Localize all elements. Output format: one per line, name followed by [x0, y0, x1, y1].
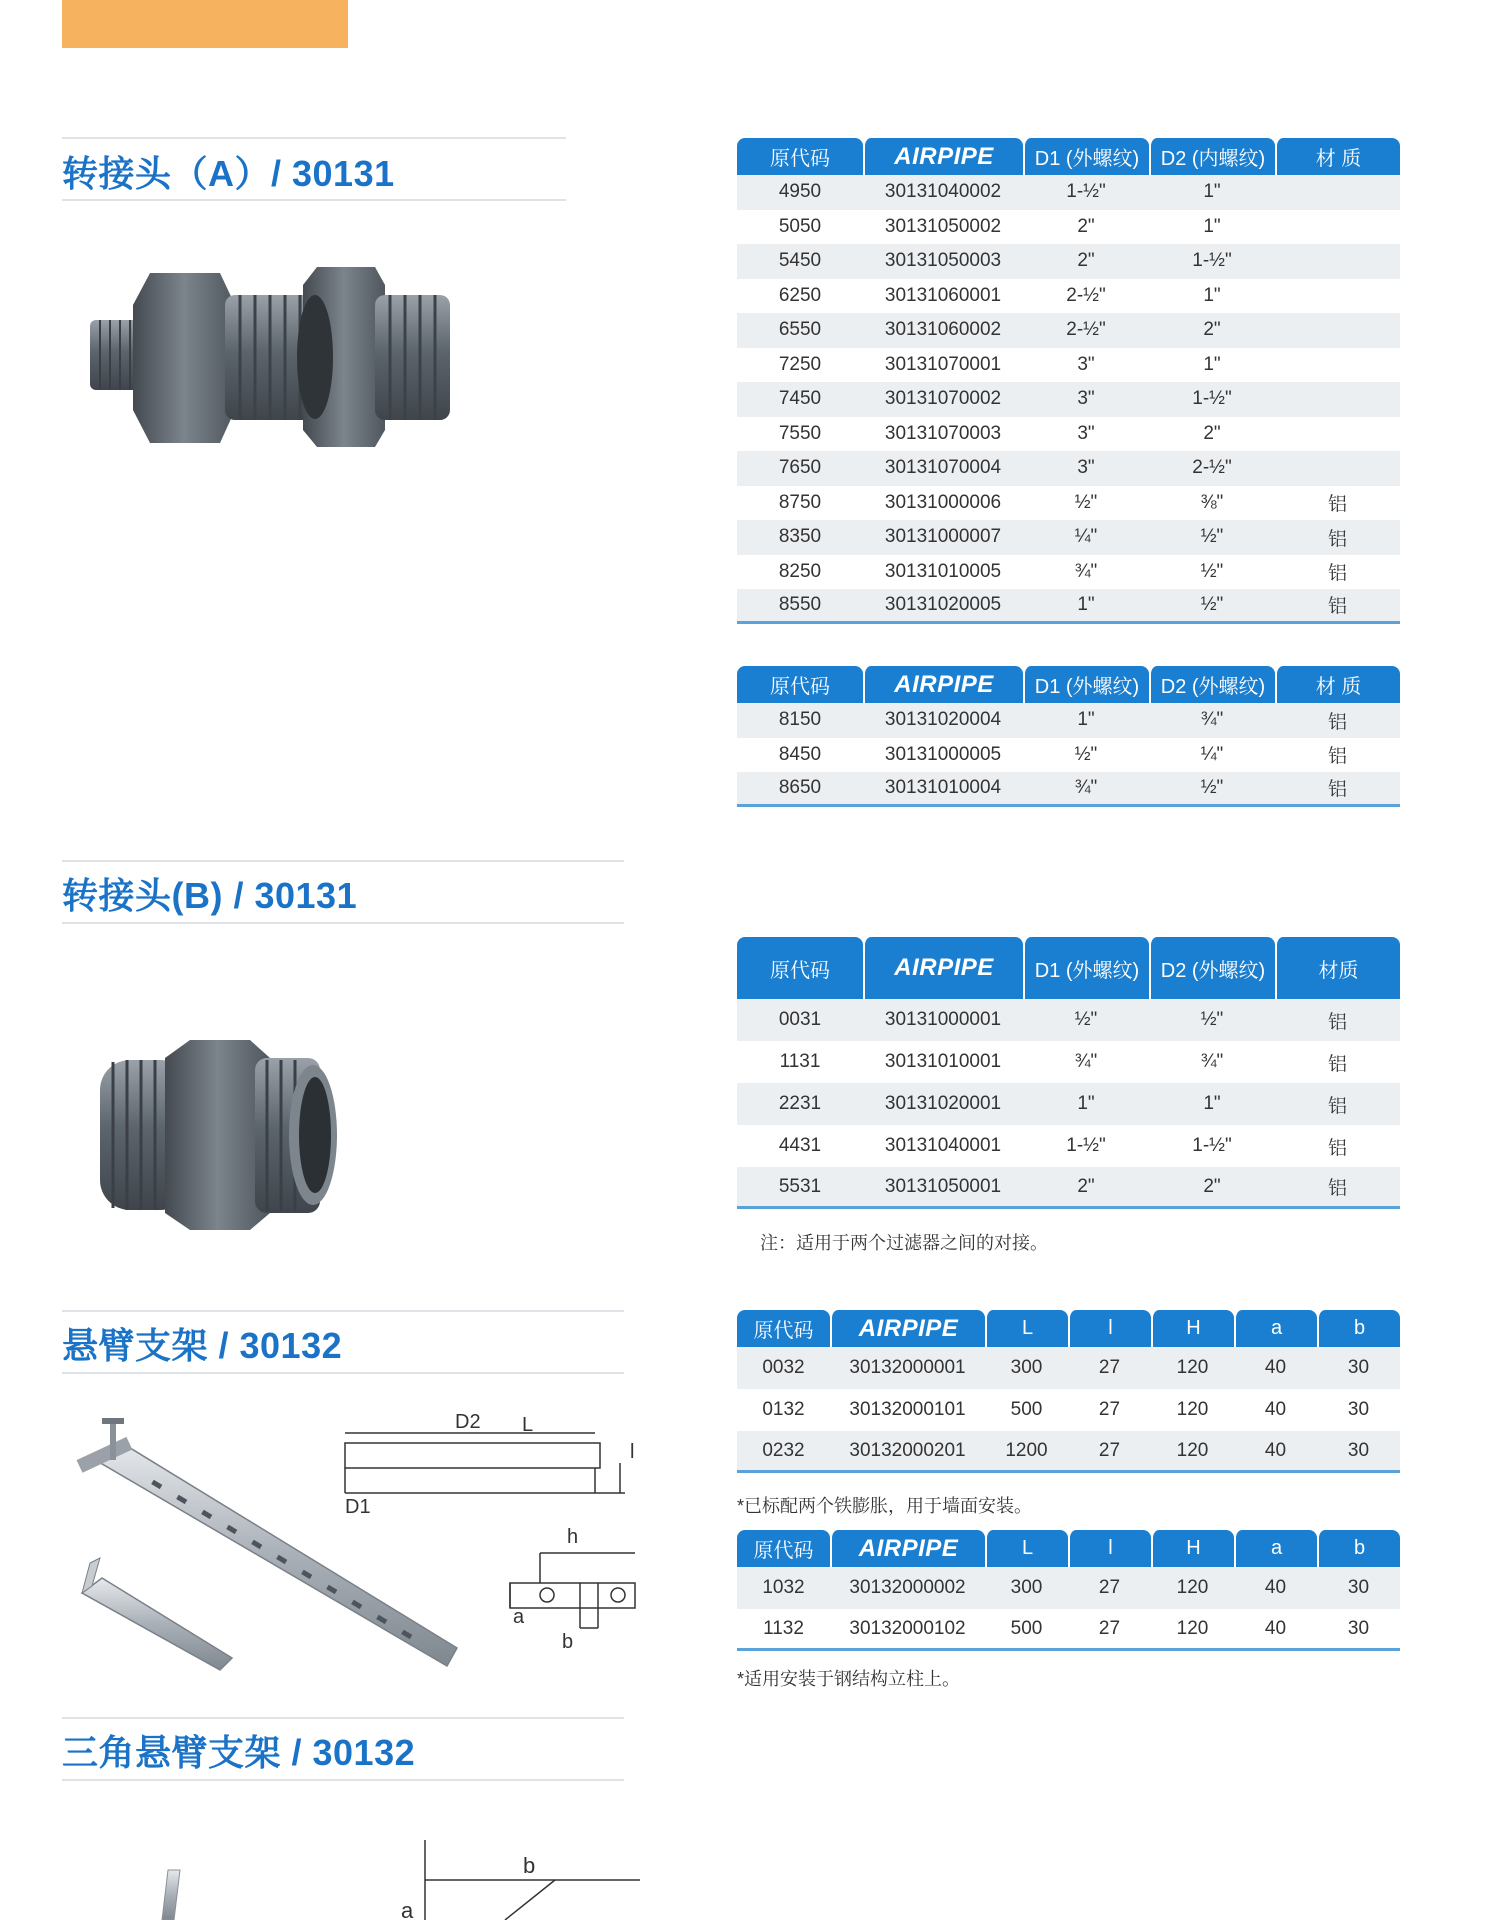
- cell: 8350: [737, 520, 863, 555]
- cell: 铝: [1275, 772, 1400, 807]
- col-header-l-upper: L: [985, 1530, 1068, 1567]
- section-c-rule-bottom: [62, 1372, 624, 1374]
- cell: 500: [985, 1609, 1068, 1651]
- cell: 120: [1151, 1567, 1234, 1609]
- table-cantilever-steel: [737, 1530, 1400, 1651]
- section-b-rule-top: [62, 860, 624, 862]
- cell: 27: [1098, 1399, 1121, 1420]
- cell: 40: [1234, 1609, 1317, 1651]
- table-row: [737, 999, 1400, 1041]
- table-row: [737, 738, 1400, 773]
- cell: 8650: [737, 772, 863, 807]
- cell: [1275, 313, 1400, 348]
- cell: 2": [1023, 1167, 1149, 1209]
- cell: ½": [1023, 999, 1149, 1041]
- table-row: [737, 555, 1400, 590]
- cell: 30131060001: [884, 284, 1002, 306]
- cell: 120: [1151, 1609, 1234, 1651]
- cell: ½": [1074, 743, 1098, 765]
- cell: 30: [1347, 1399, 1370, 1420]
- cell: 30131010004: [863, 772, 1023, 807]
- cell: 30131020004: [863, 703, 1023, 738]
- cell: ¼": [1200, 743, 1224, 765]
- cell: ½": [1149, 520, 1275, 555]
- col-header-b: b: [1317, 1530, 1400, 1567]
- col-header-orig-code: 原代码: [737, 937, 863, 999]
- cell: 8750: [778, 491, 822, 513]
- col-header-d1: D1 (外螺纹): [1023, 666, 1149, 703]
- cell: [1275, 348, 1400, 383]
- cell: 1": [1023, 703, 1149, 738]
- cell: 30132000101: [849, 1399, 966, 1420]
- cell: 5050: [778, 215, 822, 237]
- cell: 6250: [778, 284, 822, 306]
- section-title-triangle-cantilever: 三角悬臂支架 / 30132: [62, 1732, 416, 1773]
- col-header-a: a: [1234, 1530, 1317, 1567]
- cell: 27: [1068, 1431, 1151, 1473]
- col-header-airpipe: AIRPIPE: [830, 1530, 985, 1567]
- section-c-rule-top: [62, 1310, 624, 1312]
- cell: ½": [1149, 589, 1275, 624]
- cell: 1200: [985, 1431, 1068, 1473]
- cell: 30131070003: [884, 422, 1002, 444]
- cell: 30132000001: [830, 1347, 985, 1389]
- cell: 0232: [737, 1431, 830, 1473]
- section-a-rule-bottom: [62, 199, 566, 201]
- label-a: a: [513, 1606, 525, 1628]
- cell: 27: [1068, 1347, 1151, 1389]
- cell: 30131070004: [863, 451, 1023, 486]
- table-row: [737, 348, 1400, 383]
- cell: 铝: [1275, 589, 1400, 624]
- cell: [1275, 451, 1400, 486]
- cell: 2": [1149, 313, 1275, 348]
- cell: [1275, 175, 1400, 210]
- table-row: [737, 589, 1400, 624]
- section-title-cantilever: 悬臂支架 / 30132: [62, 1325, 343, 1366]
- col-header-airpipe: AIRPIPE: [863, 666, 1023, 703]
- cell: [1275, 244, 1400, 279]
- col-header-airpipe: AIRPIPE: [863, 937, 1023, 999]
- top-accent-bar: [62, 0, 348, 48]
- cell: 1": [1149, 175, 1275, 210]
- cell: 30: [1317, 1431, 1400, 1473]
- cell: [1275, 382, 1400, 417]
- table-row: [737, 486, 1400, 521]
- table-row: [737, 520, 1400, 555]
- cell: 2": [1149, 1167, 1275, 1209]
- cell: 2-½": [1149, 451, 1275, 486]
- cell: 30131000005: [884, 743, 1002, 765]
- cell: 1-½": [1066, 1135, 1106, 1156]
- cell: 3": [1077, 422, 1095, 444]
- cell: 30131050001: [863, 1167, 1023, 1209]
- cell: 5450: [737, 244, 863, 279]
- cell: 铝: [1275, 703, 1400, 738]
- table-row: [737, 1041, 1400, 1083]
- col-header-d2: D2 (外螺纹): [1149, 666, 1275, 703]
- col-header-l-lower: l: [1068, 1530, 1151, 1567]
- cell: 120: [1176, 1399, 1209, 1420]
- cell: 2": [1023, 244, 1149, 279]
- col-header-material: 材质: [1275, 937, 1400, 999]
- cell: 0031: [737, 999, 863, 1041]
- cell: 30132000002: [830, 1567, 985, 1609]
- col-header-material: 材 质: [1275, 138, 1400, 175]
- cell: 3": [1023, 451, 1149, 486]
- cell: 30131000006: [884, 491, 1002, 513]
- label-a: a: [401, 1898, 414, 1920]
- cell: 0032: [737, 1347, 830, 1389]
- col-header-d2: D2 (外螺纹): [1149, 937, 1275, 999]
- label-d1: D1: [345, 1496, 371, 1518]
- table-adapter-a-external: [737, 666, 1400, 807]
- table-row: [737, 244, 1400, 279]
- cell: ¾": [1074, 560, 1098, 582]
- cell: 1131: [779, 1051, 821, 1072]
- cell: 40: [1234, 1431, 1317, 1473]
- table-row: [737, 210, 1400, 245]
- table-row: [737, 1125, 1400, 1167]
- cell: 5531: [737, 1167, 863, 1209]
- col-header-b: b: [1317, 1310, 1400, 1347]
- cell: 7450: [737, 382, 863, 417]
- col-header-h: H: [1151, 1310, 1234, 1347]
- col-header-orig-code: 原代码: [737, 1310, 830, 1347]
- cell: 2": [1203, 422, 1221, 444]
- cell: 1": [1023, 1083, 1149, 1125]
- table-adapter-b: [737, 937, 1400, 1209]
- cell: 1": [1149, 1083, 1275, 1125]
- cell: ¾": [1200, 1051, 1224, 1072]
- label-l-lower: l: [630, 1441, 635, 1463]
- cell: 300: [985, 1347, 1068, 1389]
- cell: 27: [1068, 1567, 1151, 1609]
- cell: 铝: [1275, 1167, 1400, 1209]
- table-row: [737, 1347, 1400, 1389]
- cell: 铝: [1327, 563, 1347, 585]
- table-row: [737, 703, 1400, 738]
- col-header-airpipe: AIRPIPE: [863, 138, 1023, 175]
- cell: [1275, 210, 1400, 245]
- triangle-bracket-photo: [140, 1868, 200, 1920]
- cell: 40: [1234, 1567, 1317, 1609]
- table-row: [737, 1167, 1400, 1209]
- cell: ¾": [1074, 1051, 1098, 1072]
- cell: 铝: [1327, 746, 1347, 768]
- cell: 2-½": [1066, 284, 1106, 306]
- table-adapter-a-internal: [737, 138, 1400, 624]
- cell: 8550: [737, 589, 863, 624]
- section-d-rule-top: [62, 1717, 624, 1719]
- cell: 40: [1234, 1347, 1317, 1389]
- table-row: [737, 1431, 1400, 1473]
- cell: 6550: [737, 313, 863, 348]
- cell: 30131050003: [863, 244, 1023, 279]
- cell: 1-½": [1192, 1135, 1232, 1156]
- cell: ½": [1200, 560, 1224, 582]
- cell: 铝: [1275, 520, 1400, 555]
- section-title-adapter-a: 转接头（A）/ 30131: [62, 153, 395, 194]
- col-header-orig-code: 原代码: [737, 1530, 830, 1567]
- table-row: [737, 279, 1400, 314]
- cell: 30131040001: [884, 1135, 1002, 1156]
- cell: 30131000007: [863, 520, 1023, 555]
- section-title-adapter-b: 转接头(B) / 30131: [62, 875, 358, 916]
- label-d2: D2: [455, 1411, 481, 1433]
- cell: 1": [1203, 284, 1221, 306]
- cell: [1275, 279, 1400, 314]
- adapter-a-photo: [85, 265, 455, 450]
- section-d-rule-bottom: [62, 1779, 624, 1781]
- table-row: [737, 1389, 1400, 1431]
- table-row: [737, 382, 1400, 417]
- cell: 30131000001: [863, 999, 1023, 1041]
- cell: 30131020001: [863, 1083, 1023, 1125]
- table-row: [737, 1083, 1400, 1125]
- cell: 铝: [1275, 1083, 1400, 1125]
- cell: 30131060002: [863, 313, 1023, 348]
- cell: 7650: [737, 451, 863, 486]
- cell: 1-½": [1023, 175, 1149, 210]
- cell: ⅜": [1200, 491, 1224, 513]
- col-header-a: a: [1234, 1310, 1317, 1347]
- table-row: [737, 772, 1400, 807]
- note-adapter-b: 注：适用于两个过滤器之间的对接。: [760, 1233, 1048, 1253]
- cell: 30131070002: [863, 382, 1023, 417]
- table-cantilever-wall: [737, 1310, 1400, 1473]
- cell: 30132000201: [830, 1431, 985, 1473]
- cell: 3": [1023, 382, 1149, 417]
- cell: 30: [1317, 1567, 1400, 1609]
- cell: 铝: [1327, 1137, 1347, 1159]
- section-b-rule-bottom: [62, 922, 624, 924]
- cell: 30: [1317, 1347, 1400, 1389]
- cell: 8150: [737, 703, 863, 738]
- col-header-l-upper: L: [985, 1310, 1068, 1347]
- cell: 30131020005: [863, 589, 1023, 624]
- col-header-d1: D1 (外螺纹): [1023, 138, 1149, 175]
- cell: 铝: [1327, 1053, 1347, 1075]
- note-cantilever-steel: *适用安装于钢结构立柱上。: [737, 1669, 961, 1689]
- cell: 铝: [1327, 494, 1347, 516]
- cell: 1-½": [1149, 244, 1275, 279]
- cell: 30131050002: [884, 215, 1002, 237]
- cell: 30131070001: [884, 353, 1002, 375]
- label-l-upper: L: [522, 1414, 534, 1436]
- col-header-d2: D2 (内螺纹): [1149, 138, 1275, 175]
- cell: ¼": [1023, 520, 1149, 555]
- cell: 4431: [778, 1135, 822, 1156]
- cell: 1": [1203, 215, 1221, 237]
- cell: 3": [1077, 353, 1095, 375]
- cell: 1032: [737, 1567, 830, 1609]
- col-header-airpipe: AIRPIPE: [830, 1310, 985, 1347]
- label-b: b: [562, 1631, 574, 1653]
- cell: ½": [1149, 999, 1275, 1041]
- col-header-material: 材 质: [1275, 666, 1400, 703]
- table-row: [737, 1567, 1400, 1609]
- cell: 1": [1203, 353, 1221, 375]
- cell: 1": [1023, 589, 1149, 624]
- cell: 40: [1264, 1399, 1287, 1420]
- cell: 30132000102: [830, 1609, 985, 1651]
- cell: 2": [1077, 215, 1095, 237]
- cell: 120: [1151, 1347, 1234, 1389]
- cell: ½": [1074, 491, 1098, 513]
- cell: 7250: [778, 353, 822, 375]
- cell: ¾": [1023, 772, 1149, 807]
- cell: 1-½": [1149, 382, 1275, 417]
- cell: ¾": [1149, 703, 1275, 738]
- cell: 30: [1317, 1609, 1400, 1651]
- cell: 2231: [737, 1083, 863, 1125]
- cell: 1132: [737, 1609, 830, 1651]
- label-h: h: [567, 1526, 579, 1548]
- cell: 300: [985, 1567, 1068, 1609]
- cell: 2-½": [1023, 313, 1149, 348]
- cell: 500: [1010, 1399, 1043, 1420]
- section-a-rule-top: [62, 137, 566, 139]
- label-b: b: [523, 1853, 536, 1878]
- cell: 8250: [778, 560, 822, 582]
- cell: ½": [1149, 772, 1275, 807]
- adapter-b-photo: [95, 1038, 340, 1233]
- col-header-orig-code: 原代码: [737, 138, 863, 175]
- triangle-bracket-diagram: [395, 1838, 645, 1920]
- table-row: [737, 1609, 1400, 1651]
- cell: 120: [1151, 1431, 1234, 1473]
- table-row: [737, 417, 1400, 452]
- col-header-h: H: [1151, 1530, 1234, 1567]
- col-header-d1: D1 (外螺纹): [1023, 937, 1149, 999]
- cell: 铝: [1275, 999, 1400, 1041]
- cantilever-bracket-diagram: [340, 1398, 640, 1693]
- cell: 30131010001: [884, 1051, 1002, 1072]
- cell: [1275, 417, 1400, 452]
- cell: 4950: [737, 175, 863, 210]
- cell: 0132: [762, 1399, 805, 1420]
- col-header-l-lower: l: [1068, 1310, 1151, 1347]
- col-header-orig-code: 原代码: [737, 666, 863, 703]
- cell: 27: [1068, 1609, 1151, 1651]
- cell: 7550: [778, 422, 822, 444]
- cell: 30131010005: [884, 560, 1002, 582]
- table-row: [737, 451, 1400, 486]
- cell: 30131040002: [863, 175, 1023, 210]
- table-row: [737, 175, 1400, 210]
- note-cantilever-wall: *已标配两个铁膨胀，用于墙面安装。: [737, 1496, 1033, 1516]
- table-row: [737, 313, 1400, 348]
- cell: 8450: [778, 743, 822, 765]
